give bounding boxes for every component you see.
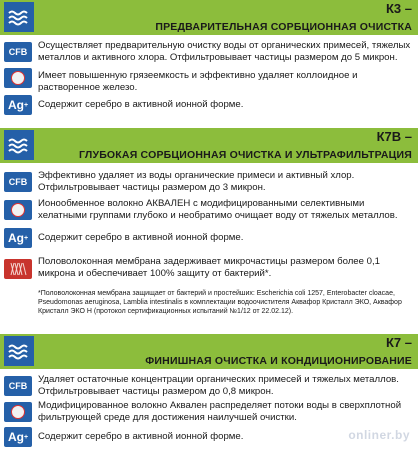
water-wave-icon (4, 130, 34, 160)
feature-text: Содержит серебро в активной ионной форме. (38, 431, 244, 442)
feature-text: Ионообменное волокно АКВАЛЕН с модифицированными селективными хелатными группами глубоко и необратимо очищает воду от тяжелых металлов. (38, 198, 398, 221)
section-k7 (0, 334, 418, 369)
silver-ag-icon: Ag + (4, 427, 32, 447)
section-header (0, 334, 418, 369)
cfb-icon: CFB (4, 172, 32, 192)
footnote: *Половолоконная мембрана защищает от бактерий и простейших: Escherichia coli 1257, Enterobacter cloacae, Pseudomonas aeruginosa, Lamblia intestinalis в комплектации водоочистителя Аквафор Кристалл ЭКО, Аквафор Кристалл ЭКО Н (протокол сертификационных испытаний №1/12 от 22.02.12). (38, 290, 402, 315)
feature-text: Содержит серебро в активной ионной форме. (38, 99, 244, 110)
section-header (0, 128, 418, 163)
watermark: onliner.by (348, 428, 410, 442)
feature-text: Половолоконная мембрана задерживает микрочастицы размером более 0,1 микрона и обеспечивает 100% защиту от бактерий*. (38, 256, 380, 279)
cartridge-name: ГЛУБОКАЯ СОРБЦИОННАЯ ОЧИСТКА И УЛЬТРАФИЛЬТРАЦИЯ (79, 149, 412, 161)
fiber-icon (4, 200, 32, 220)
fiber-icon (4, 68, 32, 88)
feature-text: Осуществляет предварительную очистку воды от органических примесей, тяжелых металлов и активного хлора. Отфильтровывает частицы размером до 5 микрон. (38, 40, 411, 63)
section-header (0, 0, 418, 35)
cartridge-name: ФИНИШНАЯ ОЧИСТКА И КОНДИЦИОНИРОВАНИЕ (145, 355, 412, 367)
cfb-icon: CFB (4, 376, 32, 396)
section-k7b (0, 128, 418, 163)
cartridge-code: К3 – (385, 1, 412, 16)
silver-ag-icon: Ag + (4, 228, 32, 248)
feature-text: Эффективно удаляет из воды органические примеси и активный хлор. Отфильтровывает частицы размером до 3 микрон. (38, 170, 355, 193)
cartridge-code: К7 – (385, 335, 412, 350)
membrane-icon (4, 259, 32, 279)
water-wave-icon (4, 2, 34, 32)
cartridge-name: ПРЕДВАРИТЕЛЬНАЯ СОРБЦИОННАЯ ОЧИСТКА (155, 21, 412, 33)
cfb-icon: CFB (4, 42, 32, 62)
feature-text: Удаляет остаточные концентрации органических примесей и тяжелых металлов. Отфильтровывает частицы размером до 0,8 микрон. (38, 374, 399, 397)
cartridge-code: К7В – (376, 129, 412, 144)
water-wave-icon (4, 336, 34, 366)
silver-ag-icon: Ag + (4, 95, 32, 115)
feature-text: Содержит серебро в активной ионной форме. (38, 232, 244, 243)
section-k3 (0, 0, 418, 35)
feature-text: Имеет повышенную грязеемкость и эффективно удаляет коллоидное и растворенное железо. (38, 70, 358, 93)
fiber-icon (4, 402, 32, 422)
feature-text: Модифицированное волокно Аквален распределяет потоки воды в сверхплотной фильтрующей среде для достижения наилучшей очистки. (38, 400, 402, 423)
